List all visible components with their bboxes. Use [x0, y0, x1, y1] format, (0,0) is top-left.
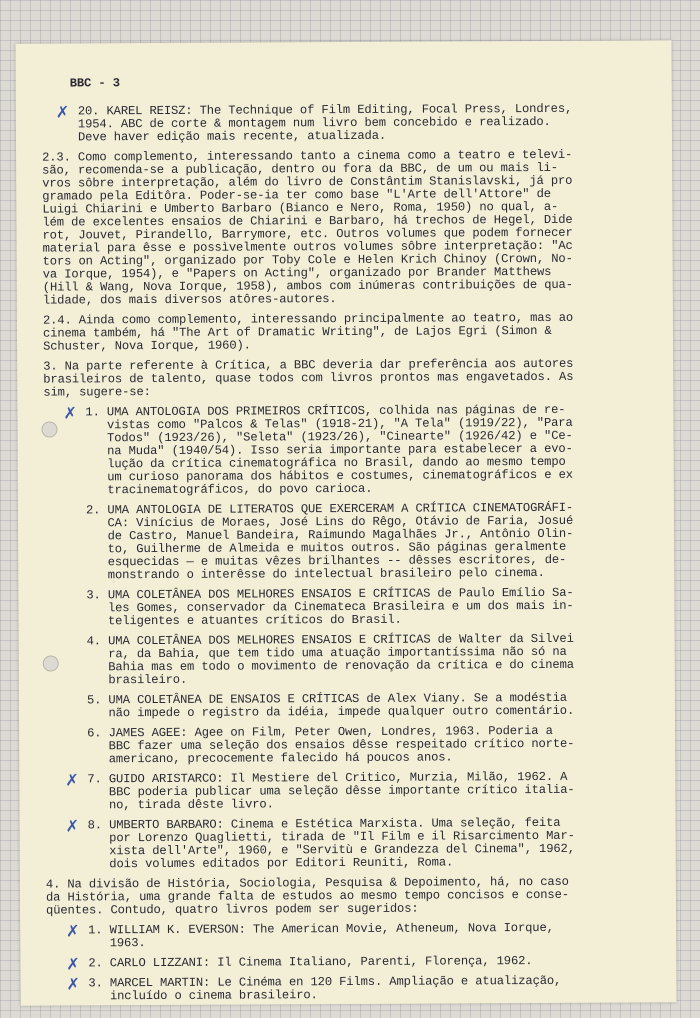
paragraph	[45, 724, 665, 766]
text-line: brasileiro.	[86, 672, 188, 688]
paragraph	[46, 875, 666, 917]
handwritten-check-mark-icon: ✗	[65, 816, 79, 836]
paragraph	[43, 311, 663, 353]
text-line: 3. Na parte referente à Crítica, a BBC deveria dar preferência aos autores	[43, 356, 574, 374]
text-line: 7. GUIDO ARISTARCO: Il Mestiere del Critico, Murzia, Milão, 1962. A	[87, 769, 568, 787]
text-line: incluído o cinema brasileiro.	[88, 988, 318, 1004]
text-line: 2. CARLO LIZZANI: Il Cinema Italiano, Parenti, Florença, 1962.	[88, 954, 533, 971]
text-line: um curioso panorama dos hábitos e costumes, cinematográficos e ex	[85, 467, 573, 485]
handwritten-check-mark-icon: ✗	[66, 954, 80, 974]
text-line: cinema também, há "The Art of Dramatic Writing", de Lajos Egri (Simon &	[42, 323, 552, 341]
text-line: são, recomenda-se a publicação, dentro ou fora da BBC, de um ou mais li-	[42, 160, 558, 178]
text-line: (Hill & Wang, Nova Iorque, 1958), ambos com inúmeras contribuições de qua-	[42, 277, 573, 295]
text-line: 5. UMA COLETÂNEA DE ENSAIOS E CRÍTICAS de Alex Viany. Se a modéstia	[86, 690, 567, 708]
text-line: 1. UMA ANTOLOGIA DOS PRIMEIROS CRÍTICOS, colhida nas páginas de re-	[85, 402, 566, 420]
paragraph	[44, 586, 664, 628]
paragraph	[46, 974, 666, 1003]
text-line: na Muda" (1940/54). Isso seria importante para estabelecer a evo-	[85, 441, 573, 459]
text-line: CA: Vinícius de Moraes, José Lins do Rêgo, Otávio de Faria, Josué	[85, 513, 574, 531]
text-line: lém de excelentes ensaios de Chiarini e Barbaro, há trechos de Hegel, Dide	[42, 212, 573, 230]
text-line: 3. MARCEL MARTIN: Le Cinéma en 120 Films. Ampliação e atualização,	[88, 973, 562, 991]
handwritten-check-mark-icon: ✗	[63, 403, 77, 423]
text-line: brasileiros de talento, quase todos com livros prontos mas engavetados. As	[43, 369, 574, 387]
text-line: de Castro, Manuel Bandeira, Raimundo Magalhães Jr., Antônio Olin-	[86, 526, 574, 544]
text-line: vistas como "Palcos & Telas" (1918-21), "A Tela" (1919/22), "Para	[85, 415, 573, 433]
text-line: Luigi Chiarini e Umberto Barbaro (Bianco e Nero, Roma, 1950) no qual, a-	[42, 199, 559, 217]
text-line: Deve haver edição mais recente, atualizada.	[77, 128, 387, 145]
paragraph	[46, 921, 666, 950]
text-line: 2. UMA ANTOLOGIA DE LITERATOS QUE EXERCERAM A CRÍTICA CINEMATOGRÁFI-	[85, 500, 574, 518]
paragraph	[45, 770, 665, 812]
text-line: 3. UMA COLETÂNEA DOS MELHORES ENSAIOS E CRÍTICAS de Paulo Emílio Sa-	[86, 585, 574, 603]
text-line: da História, uma grande falta de estudos ao mesmo tempo concisos e conse-	[45, 887, 569, 905]
paragraph	[45, 691, 665, 720]
text-line: 2.4. Ainda como complemento, interessando principalmente ao teatro, mas ao	[42, 310, 574, 328]
page-content	[42, 74, 667, 1003]
text-line: Bahia mas em todo o movimento de renovação da crítica e do cinema	[86, 657, 574, 675]
text-line: Schuster, Nova Iorque, 1960).	[43, 338, 251, 354]
paragraph	[43, 357, 663, 399]
paragraph	[46, 816, 666, 871]
text-line: monstrando o interêsse do intelectual brasileiro pelo cinema.	[86, 565, 545, 583]
text-line: 8. UMBERTO BARBARO: Cinema e Estética Marxista. Uma seleção, feita	[87, 815, 561, 833]
text-line: sim, sugere-se:	[43, 385, 151, 400]
paragraph	[45, 632, 665, 687]
text-line: lidade, dos mais diversos atôres-autores.	[42, 292, 337, 308]
text-line: Todos" (1923/26), "Seleta" (1923/26), "Cinearte" (1926/42) e "Ce-	[85, 428, 573, 446]
text-line: tors on Acting", organizado por Toby Cole e Helen Krich Chinoy (Crown, No-	[42, 251, 573, 269]
text-line: BBC fazer uma seleção dos ensaios dêsse respeitado crítico norte-	[87, 736, 575, 754]
text-line: 20. KAREL REISZ: The Technique of Film Editing, Focal Press, Londres,	[77, 101, 573, 119]
text-line: no, tirada dêste livro.	[87, 797, 274, 813]
text-line: qüentes. Contudo, quatro livros podem ser sugeridos:	[45, 901, 419, 918]
text-line: lução da crítica cinematográfica no Brasil, dando ao mesmo tempo	[85, 454, 566, 472]
handwritten-check-mark-icon: ✗	[65, 770, 79, 790]
text-line: dois volumes editados por Editori Reuniti, Roma.	[87, 855, 454, 872]
text-line: to, Guilherme de Almeida e muitos outros. São páginas geralmente	[86, 539, 567, 557]
text-line: ra, da Bahia, que tem tido uma atuação importantíssima não só na	[86, 644, 567, 662]
paragraph	[42, 102, 662, 144]
text-line: 1954. ABC de corte & montagem num livro bem concebido e realizado.	[77, 114, 551, 132]
text-line: 1963.	[88, 936, 146, 951]
text-line: americano, precocemente falecido há poucos anos.	[87, 750, 453, 767]
paragraph	[42, 148, 663, 307]
text-line: 4. Na divisão de História, Sociologia, Pesquisa & Depoimento, há, no caso	[45, 874, 569, 892]
text-line: 4. UMA COLETÂNEA DOS MELHORES ENSAIOS E CRÍTICAS de Walter da Silvei	[86, 631, 574, 649]
paragraph	[43, 403, 663, 497]
text-line: 1. WILLIAM K. EVERSON: The American Movie, Atheneum, Nova Iorque,	[88, 920, 554, 938]
text-line: BBC poderia publicar uma seleção dêsse importante crítico italia-	[87, 782, 575, 800]
text-line: gramado pela Editôra. Poder-se-ia ter como base "L'Arte dell'Attore" de	[42, 186, 551, 204]
text-line: tracinematográficos, do povo carioca.	[85, 481, 373, 498]
text-line: 6. JAMES AGEE: Agee on Film, Peter Owen, Londres, 1963. Poderia a	[87, 723, 553, 741]
text-line: vros sôbre interpretação, além do livro de Constântim Stanislavski, já pro	[42, 173, 573, 191]
page-header: BBC - 3	[69, 76, 120, 91]
text-line: 2.3. Como complemento, interessando tanto a cinema como a teatro e televi-	[42, 147, 573, 165]
text-line: material para êsse e possìvelmente outros volumes sôbre interpretação: "Ac	[42, 238, 573, 256]
text-line: les Gomes, conservador da Cinemateca Brasileira e um dos mais in-	[86, 598, 574, 616]
text-line: por Lorenzo Quaglietti, tirada de "Il Film e il Risarcimento Mar-	[87, 828, 575, 846]
handwritten-check-mark-icon: ✗	[66, 921, 80, 941]
text-line: xista dell'Arte", 1960, e "Servitù e Grandezza del Cinema", 1962,	[87, 841, 575, 859]
paragraphs	[42, 102, 667, 1003]
handwritten-check-mark-icon: ✗	[55, 102, 70, 122]
text-line: rot, Jouvet, Pirandello, Barrymore, etc. Outros volumes que podem fornecer	[42, 225, 573, 243]
handwritten-check-mark-icon: ✗	[66, 974, 80, 994]
text-line: não impede o registro da idéia, impede qualquer outro comentário.	[86, 703, 575, 721]
text-line: esquecidas — e muitas vêzes brilhantes -- dêsses escritores, de-	[86, 552, 567, 570]
paragraph	[44, 501, 664, 582]
typewritten-page	[15, 40, 676, 1005]
text-line: teligentes e atuantes críticos do Brasil.	[86, 612, 402, 629]
text-line: va Iorque, 1954), e "Papers on Acting", organizado por Brander Matthews	[42, 264, 552, 282]
